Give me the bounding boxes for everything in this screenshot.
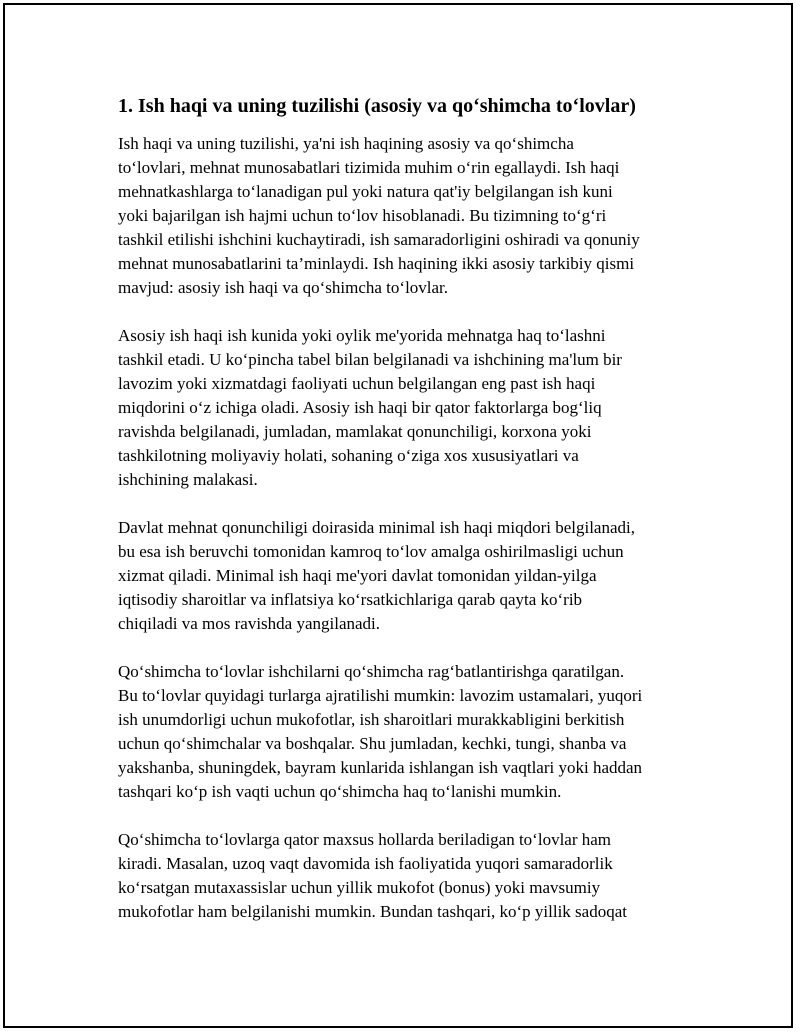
- paragraph-line: ko‘rsatgan mutaxassislar uchun yillik mukofot (bonus) yoki mavsumiy: [118, 878, 601, 897]
- paragraph-line: mehnatkashlarga to‘lanadigan pul yoki natura qat'iy belgilangan ish kuni: [118, 182, 613, 201]
- paragraph-line: Bu to‘lovlar quyidagi turlarga ajratilishi mumkin: lavozim ustamalari, yuqori: [118, 686, 643, 705]
- paragraph-line: mavjud: asosiy ish haqi va qo‘shimcha to‘lovlar.: [118, 278, 449, 297]
- paragraph-line: lavozim yoki xizmatdagi faoliyati uchun belgilangan eng past ish haqi: [118, 374, 596, 393]
- paragraph-3: [118, 516, 698, 636]
- paragraph-line: xizmat qiladi. Minimal ish haqi me'yori davlat tomonidan yildan-yilga: [118, 566, 597, 585]
- paragraph-line: mehnat munosabatlarini ta’minlaydi. Ish haqining ikki asosiy tarkibiy qismi: [118, 254, 635, 273]
- paragraph-line: kiradi. Masalan, uzoq vaqt davomida ish faoliyatida yuqori samaradorlik: [118, 854, 613, 873]
- paragraph-2: [118, 324, 698, 492]
- paragraph-line: chiqiladi va mos ravishda yangilanadi.: [118, 614, 381, 633]
- paragraph-line: ishchining malakasi.: [118, 470, 258, 489]
- paragraph-line: Ish haqi va uning tuzilishi, ya'ni ish haqining asosiy va qo‘shimcha: [118, 134, 574, 153]
- section-heading: 1. Ish haqi va uning tuzilishi (asosiy va qo‘shimcha to‘lovlar): [118, 95, 636, 117]
- paragraph-1: [118, 132, 698, 300]
- paragraph-line: Qo‘shimcha to‘lovlar ishchilarni qo‘shimcha rag‘batlantirishga qaratilgan.: [118, 662, 625, 681]
- paragraph-line: bu esa ish beruvchi tomonidan kamroq to‘lov amalga oshirilmasligi uchun: [118, 542, 624, 561]
- paragraph-line: Asosiy ish haqi ish kunida yoki oylik me'yorida mehnatga haq to‘lashni: [118, 326, 606, 345]
- paragraph-line: ravishda belgilanadi, jumladan, mamlakat qonunchiligi, korxona yoki: [118, 422, 592, 441]
- paragraph-line: tashkil etadi. U ko‘pincha tabel bilan belgilanadi va ishchining ma'lum bir: [118, 350, 622, 369]
- paragraph-line: miqdorini o‘z ichiga oladi. Asosiy ish haqi bir qator faktorlarga bog‘liq: [118, 398, 602, 417]
- paragraph-line: uchun qo‘shimchalar va boshqalar. Shu jumladan, kechki, tungi, shanba va: [118, 734, 627, 753]
- document-body: [118, 92, 698, 948]
- paragraph-line: yoki bajarilgan ish hajmi uchun to‘lov hisoblanadi. Bu tizimning to‘g‘ri: [118, 206, 607, 225]
- paragraph-5: [118, 828, 698, 924]
- paragraph-line: to‘lovlari, mehnat munosabatlari tizimida muhim o‘rin egallaydi. Ish haqi: [118, 158, 620, 177]
- paragraph-line: tashkil etilishi ishchini kuchaytiradi, ish samaradorligini oshiradi va qonuniy: [118, 230, 640, 249]
- paragraph-line: Davlat mehnat qonunchiligi doirasida minimal ish haqi miqdori belgilanadi,: [118, 518, 635, 537]
- paragraph-line: tashqari ko‘p ish vaqti uchun qo‘shimcha haq to‘lanishi mumkin.: [118, 782, 562, 801]
- paragraph-4: [118, 660, 698, 804]
- paragraph-line: tashkilotning moliyaviy holati, sohaning o‘ziga xos xususiyatlari va: [118, 446, 579, 465]
- paragraph-line: iqtisodiy sharoitlar va inflatsiya ko‘rsatkichlariga qarab qayta ko‘rib: [118, 590, 583, 609]
- paragraph-line: ish unumdorligi uchun mukofotlar, ish sharoitlari murakkabligini berkitish: [118, 710, 625, 729]
- paragraph-line: yakshanba, shuningdek, bayram kunlarida ishlangan ish vaqtlari yoki haddan: [118, 758, 643, 777]
- paragraph-line: Qo‘shimcha to‘lovlarga qator maxsus hollarda beriladigan to‘lovlar ham: [118, 830, 612, 849]
- paragraph-line: mukofotlar ham belgilanishi mumkin. Bundan tashqari, ko‘p yillik sadoqat: [118, 902, 627, 921]
